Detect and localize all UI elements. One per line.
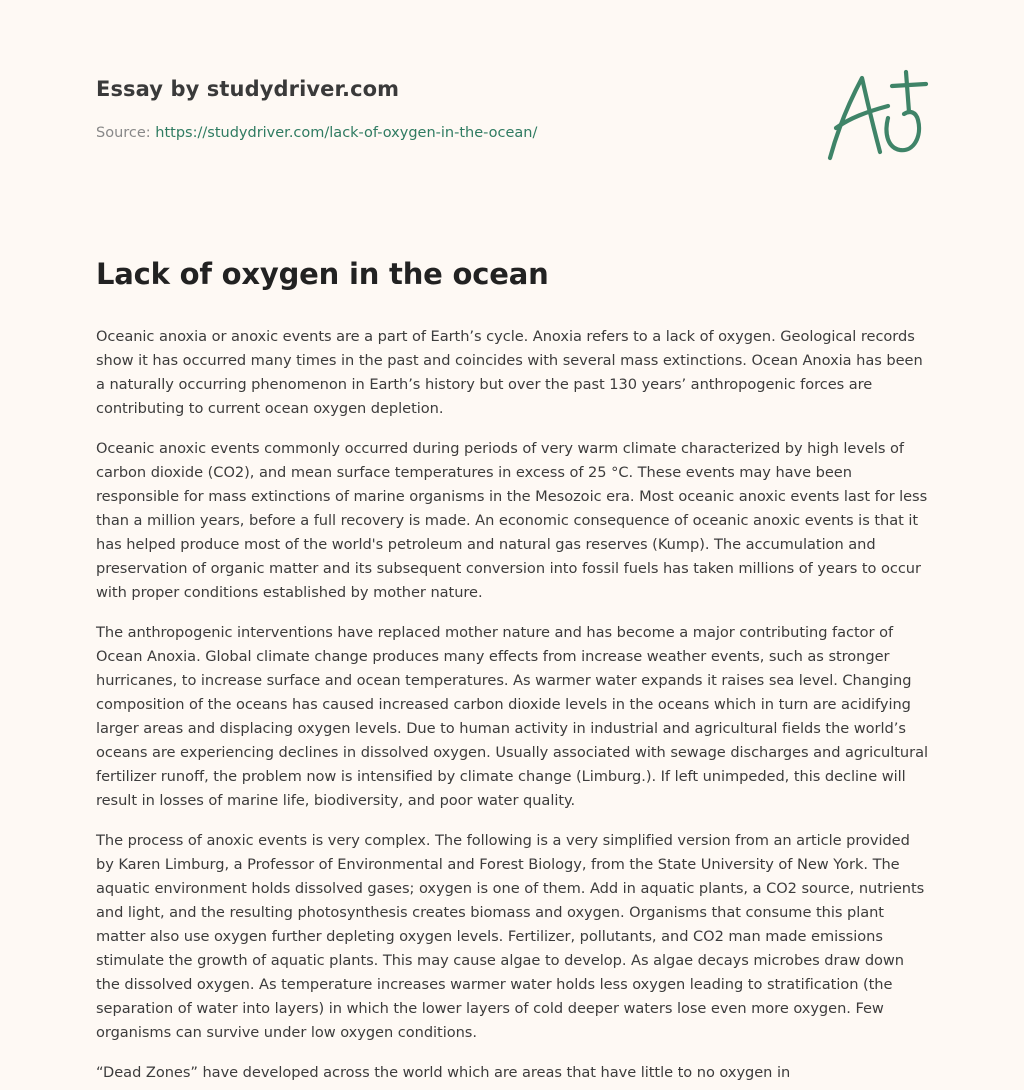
- source-link[interactable]: https://studydriver.com/lack-of-oxygen-in-the-ocean/: [155, 125, 538, 141]
- article-paragraph: The anthropogenic interventions have replaced mother nature and has become a major contributing factor of Ocean Anoxia. Global climate change produces many effects from increase weather events, such as stronger hurricanes, to increase surface and ocean temperatures. As warmer water expands it raises sea level. Changing composition of the oceans has caused increased carbon dioxide levels in the oceans which in turn are acidifying larger areas and displacing oxygen levels. Due to human activity in industrial and agricultural fields the world’s oceans are experiencing declines in dissolved oxygen. Usually associated with sewage discharges and agricultural fertilizer runoff, the problem now is intensified by climate change (Limburg.). If left unimpeded, this decline will result in losses of marine life, biodiversity, and poor water quality.: [96, 624, 928, 809]
- a-plus-logo-icon: [822, 66, 930, 166]
- essay-header: [96, 74, 796, 143]
- article-title: Lack of oxygen in the ocean: [96, 257, 549, 291]
- source-label: Source:: [96, 125, 151, 141]
- article-paragraph: Oceanic anoxia or anoxic events are a part of Earth’s cycle. Anoxia refers to a lack of oxygen. Geological records show it has occurred many times in the past and coincides with several mass extinctions. Ocean Anoxia has been a naturally occurring phenomenon in Earth’s history but over the past 130 years’ anthropogenic forces are contributing to current ocean oxygen depletion.: [96, 328, 923, 417]
- article-paragraph: Oceanic anoxic events commonly occurred during periods of very warm climate characterized by high levels of carbon dioxide (CO2), and mean surface temperatures in excess of 25 °C. These events may have been responsible for mass extinctions of marine organisms in the Mesozoic era. Most oceanic anoxic events last for less than a million years, before a full recovery is made. An economic consequence of oceanic anoxic events is that it has helped produce most of the world's petroleum and natural gas reserves (Kump). The accumulation and preservation of organic matter and its subsequent conversion into fossil fuels has taken millions of years to occur with proper conditions established by mother nature.: [96, 440, 928, 601]
- source-line: [96, 123, 796, 143]
- article: [96, 252, 932, 1090]
- article-paragraph: The process of anoxic events is very complex. The following is a very simplified version from an article provided by Karen Limburg, a Professor of Environmental and Forest Biology, from the State University of New York. The aquatic environment holds dissolved gases; oxygen is one of them. Add in aquatic plants, a CO2 source, nutrients and light, and the resulting photosynthesis creates biomass and oxygen. Organisms that consume this plant matter also use oxygen further depleting oxygen levels. Fertilizer, pollutants, and CO2 man made emissions stimulate the growth of aquatic plants. This may cause algae to develop. As algae decays microbes draw down the dissolved oxygen. As temperature increases warmer water holds less oxygen leading to stratification (the separation of water into layers) in which the lower layers of cold deeper waters lose even more oxygen. Few organisms can survive under low oxygen conditions.: [96, 832, 925, 1041]
- essay-by-title: Essay by studydriver.com: [96, 77, 400, 101]
- article-paragraph: “Dead Zones” have developed across the world which are areas that have little to no oxygen in: [96, 1064, 791, 1081]
